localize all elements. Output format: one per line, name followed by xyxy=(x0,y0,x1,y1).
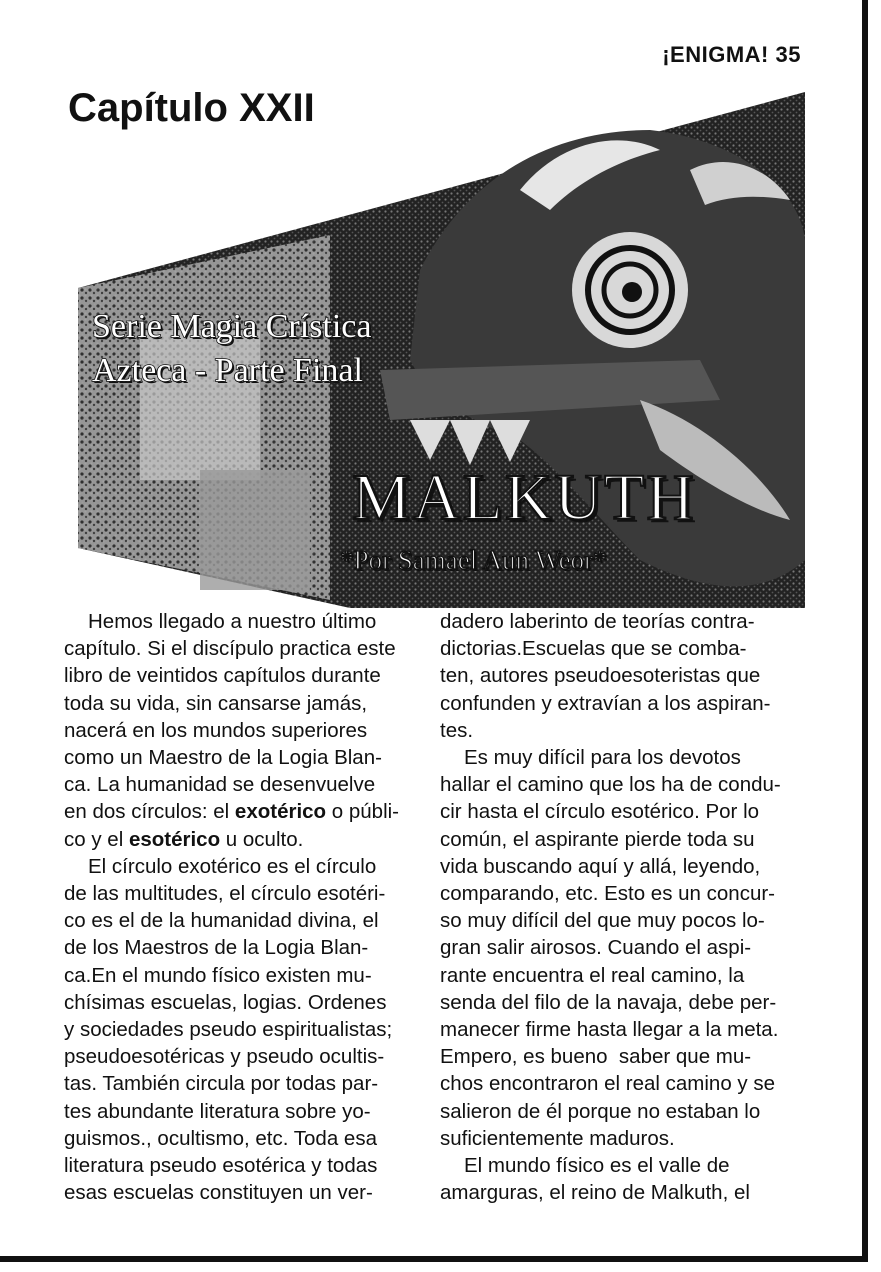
text-line: común, el aspirante pierde toda su xyxy=(440,827,755,851)
text-line: cir hasta el círculo esotérico. Por lo xyxy=(440,800,760,824)
text-line: gran salir airosos. Cuando el aspi- xyxy=(440,936,752,960)
text-line: confunden y extravían a los aspiran- xyxy=(440,691,771,715)
article-author: *Por Samael Aun Weor* xyxy=(340,545,607,575)
text-line: co es el de la humanidad divina, el xyxy=(64,909,379,933)
series-title-line1: Serie Magia Crística xyxy=(92,308,372,345)
series-title-line2: Azteca - Parte Final xyxy=(92,352,363,389)
text-line: capítulo. Si el discípulo practica este xyxy=(64,637,396,661)
text-line: de los Maestros de la Logia Blan- xyxy=(64,936,369,960)
text-line: tas. También circula por todas par- xyxy=(64,1072,379,1096)
page-number: 35 xyxy=(775,42,801,67)
text-line: senda del filo de la navaja, debe per- xyxy=(440,990,777,1014)
article-title: MALKUTH xyxy=(352,461,696,534)
text-line: ca.En el mundo físico existen mu- xyxy=(64,963,372,987)
text-line: Empero, es bueno saber que mu- xyxy=(440,1045,752,1069)
text-column-right xyxy=(440,608,812,1206)
text-line: dadero laberinto de teorías contra- xyxy=(440,610,755,633)
text-line: ten, autores pseudoesoteristas que xyxy=(440,664,761,688)
magazine-name: ¡ENIGMA! xyxy=(662,42,769,67)
banner-image xyxy=(0,0,881,620)
text-line: Es muy difícil para los devotos xyxy=(464,746,741,770)
text-column-left xyxy=(64,608,418,1206)
text-line: tes. xyxy=(440,718,474,742)
text-line: El círculo exotérico es el círculo xyxy=(88,854,377,878)
text-line: como un Maestro de la Logia Blan- xyxy=(64,746,382,770)
text-line: co y el esotérico u oculto. xyxy=(64,827,304,851)
text-line: comparando, etc. Esto es un concur- xyxy=(440,882,776,906)
bold-term: esotérico xyxy=(128,827,221,851)
text-line: vida buscando aquí y allá, leyendo, xyxy=(440,854,761,878)
text-line: y sociedades pseudo espiritualistas; xyxy=(64,1018,393,1042)
text-line: rante encuentra el real camino, la xyxy=(440,963,745,987)
text-line: suficientemente maduros. xyxy=(440,1126,675,1150)
text-line: chísimas escuelas, logias. Ordenes xyxy=(64,990,387,1014)
text-line: en dos círculos: el exotérico o públi- xyxy=(64,800,400,824)
text-line: nacerá en los mundos superiores xyxy=(64,718,368,742)
text-line: literatura pseudo esotérica y todas xyxy=(64,1154,378,1178)
text-line: de las multitudes, el círculo esotéri- xyxy=(64,882,386,906)
chapter-title: Capítulo XXII xyxy=(68,86,315,130)
text-line: so muy difícil del que muy pocos lo- xyxy=(440,909,765,933)
text-line: ca. La humanidad se desenvuelve xyxy=(64,773,376,797)
text-line: amarguras, el reino de Malkuth, el xyxy=(440,1181,750,1205)
text-line: Hemos llegado a nuestro último xyxy=(88,610,377,633)
text-line: tes abundante literatura sobre yo- xyxy=(64,1099,371,1123)
text-line: salieron de él porque no estaban lo xyxy=(440,1099,761,1123)
text-line: dictorias.Escuelas que se comba- xyxy=(440,637,747,661)
text-line: manecer firme hasta llegar a la meta. xyxy=(440,1018,779,1042)
text-line: El mundo físico es el valle de xyxy=(464,1154,730,1178)
text-line: hallar el camino que los ha de condu- xyxy=(440,773,781,797)
text-line: pseudoesotéricas y pseudo ocultis- xyxy=(64,1045,385,1069)
text-line: guismos., ocultismo, etc. Toda esa xyxy=(64,1126,377,1150)
text-line: esas escuelas constituyen un ver- xyxy=(64,1181,373,1205)
text-line: chos encontraron el real camino y se xyxy=(440,1072,776,1096)
page-border-bottom xyxy=(0,1256,868,1262)
text-line: libro de veintidos capítulos durante xyxy=(64,664,381,688)
text-line: toda su vida, sin cansarse jamás, xyxy=(64,691,368,715)
bold-term: exotérico xyxy=(234,800,327,824)
